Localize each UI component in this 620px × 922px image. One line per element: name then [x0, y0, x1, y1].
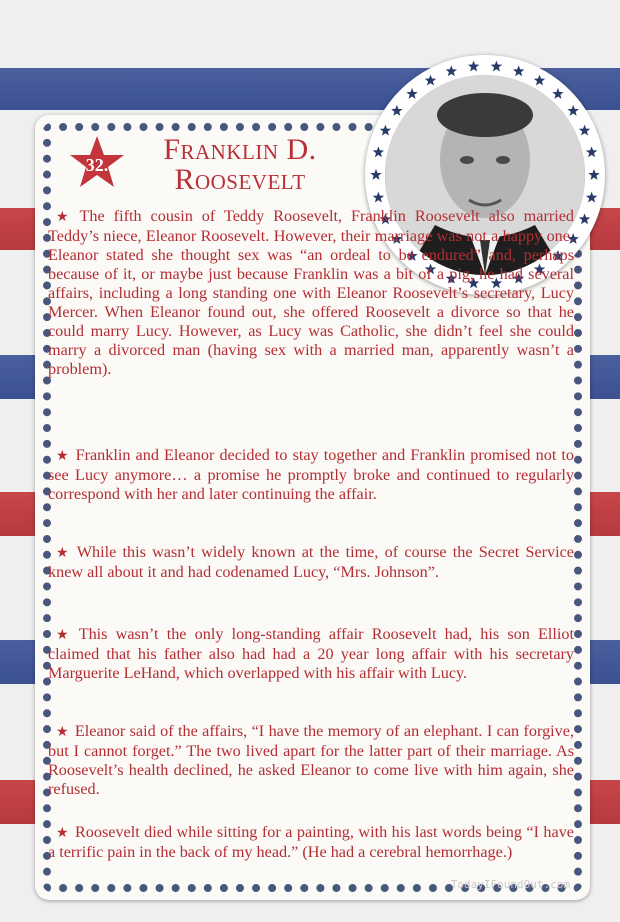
star-icon: ★ [56, 628, 73, 643]
watermark: TodayIFoundOut.com [450, 878, 570, 891]
star-icon [567, 105, 578, 116]
paragraph-4: ★ This wasn’t the only long-standing affair Roosevelt had, his son Elliot claimed that his father also had had a 20 year long affair with his secretary Marguerite LeHand, which overlapped with his affair with Lucy. [48, 625, 574, 682]
paragraph-3: ★ While this wasn’t widely known at the time, of course the Secret Service knew all about it and had codenamed Lucy, “Mrs. Johnson”. [48, 543, 574, 581]
paragraph-2: ★ Franklin and Eleanor decided to stay together and Franklin promised not to see Lucy anymore… a promise he promptly broke and continued to regularly correspond with her and later continuing the affair. [48, 446, 574, 503]
page-title [140, 135, 340, 195]
paragraph-6: ★ Roosevelt died while sitting for a painting, with his last words being “I have a terrific pain in the back of my head.” (He had a cerebral hemorrhage.) [48, 823, 574, 861]
star-icon [579, 125, 590, 136]
star-icon [373, 146, 384, 157]
star-icon: ★ [56, 546, 71, 561]
star-icon [586, 146, 597, 157]
star-icon [579, 213, 590, 224]
star-icon [552, 88, 563, 99]
star-icon [380, 125, 391, 136]
star-icon [588, 169, 599, 180]
star-icon [370, 169, 381, 180]
fact-number: 32. [85, 154, 109, 175]
star-icon [534, 75, 545, 86]
star-icon: ★ [56, 210, 74, 225]
star-icon [446, 65, 457, 76]
star-icon [406, 88, 417, 99]
star-icon [425, 75, 436, 86]
title-line-1: Franklin D. [163, 133, 317, 166]
star-icon [468, 61, 479, 72]
fact-number-badge [68, 134, 126, 192]
paragraph-1: ★ The fifth cousin of Teddy Roosevelt, Franklin Roosevelt also married Teddy’s niece, Eleanor Roosevelt. However, their marriage was not a happy one. Eleanor stated she thought sex was “an ordeal to be endured” and, perhaps because of it, or maybe just because Franklin was a bit of a pig, he had several affairs, including a long standing one with Eleanor Roosevelt’s secretary, Lucy Mercer. When Eleanor found out, she offered Roosevelt a divorce so that he could marry Lucy. However, as Lucy was Catholic, she didn’t feel she could marry a divorced man (having sex with a married man, apparently wasn’t a problem). [48, 207, 574, 378]
title-line-2: Roosevelt [174, 163, 306, 196]
star-icon: ★ [56, 449, 70, 464]
star-icon [491, 61, 502, 72]
star-icon: ★ [56, 725, 69, 740]
star-icon: ★ [56, 826, 69, 841]
star-icon [373, 192, 384, 203]
paragraph-5: ★ Eleanor said of the affairs, “I have the memory of an elephant. I can forgive, but I cannot forget.” The two lived apart for the latter part of their marriage. As Roosevelt’s health declined, he asked Eleanor to come live with him again, she refused. [48, 722, 574, 798]
star-icon [586, 192, 597, 203]
star-icon [391, 105, 402, 116]
star-icon [513, 65, 524, 76]
